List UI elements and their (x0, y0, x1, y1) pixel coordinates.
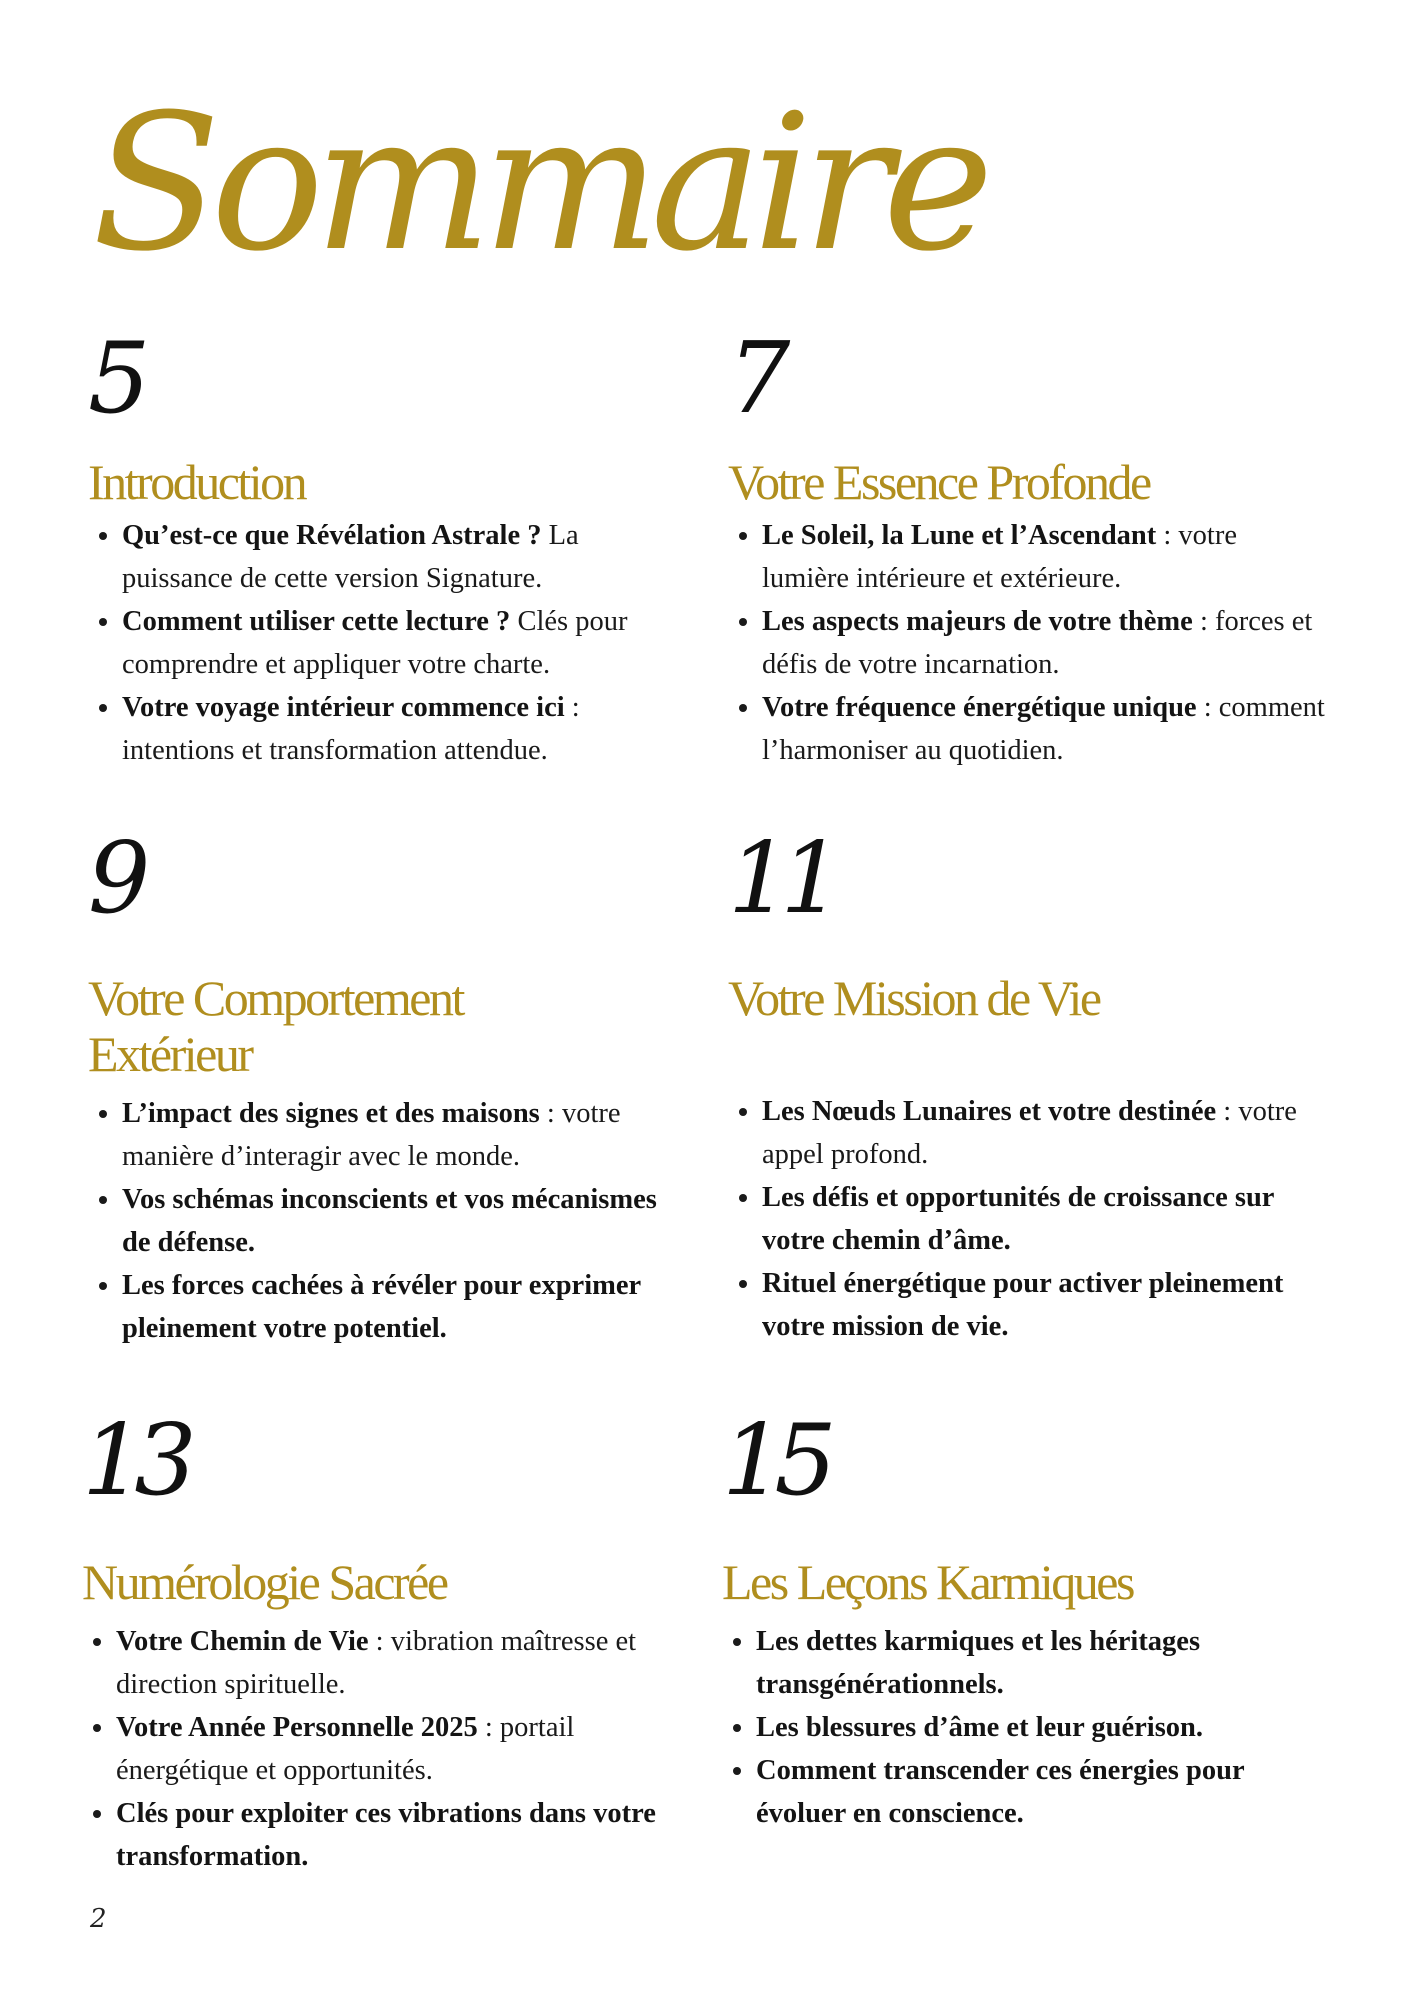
list-item (122, 1178, 678, 1264)
item-bold-text: L’impact des signes et des maisons (122, 1098, 540, 1129)
list-item (122, 1092, 678, 1178)
section-heading: Votre Essence Profonde (728, 454, 1150, 510)
list-item (122, 1264, 678, 1350)
section-item-list (82, 1620, 672, 1878)
item-text: : forces et défis de votre incarnation. (762, 606, 1313, 680)
list-item (762, 600, 1328, 686)
section-heading: Les Leçons Karmiques (722, 1554, 1133, 1610)
item-text: : portail énergétique et opportunités. (116, 1712, 575, 1786)
list-item (122, 600, 678, 686)
item-text: : votre appel profond. (762, 1096, 1297, 1170)
item-bold-text: Votre voyage intérieur commence ici (122, 692, 565, 723)
item-text: La puissance de cette version Signature. (122, 520, 579, 594)
item-bold-text: Votre fréquence énergétique unique (762, 692, 1197, 723)
page-title: Sommaire (92, 74, 984, 293)
item-bold-text: Votre Année Personnelle 2025 (116, 1712, 478, 1743)
item-bold-text: Comment transcender ces énergies pour évoluer en conscience. (756, 1755, 1245, 1829)
list-item (756, 1749, 1322, 1835)
item-bold-text: Clés pour exploiter ces vibrations dans votre transformation. (116, 1798, 656, 1872)
item-text: : vibration maîtresse et direction spirituelle. (116, 1626, 637, 1700)
list-item (762, 1262, 1328, 1348)
section-mission-de-vie (728, 822, 1328, 1348)
section-page-number: 5 (88, 322, 141, 436)
list-item (756, 1620, 1322, 1706)
section-item-list (88, 514, 678, 772)
item-text: : intentions et transformation attendue. (122, 692, 580, 766)
list-item (116, 1620, 672, 1706)
list-item (762, 1176, 1328, 1262)
section-item-list (728, 514, 1328, 772)
section-page-number: 11 (728, 822, 833, 936)
section-item-list (722, 1620, 1322, 1835)
section-heading: Numérologie Sacrée (82, 1554, 447, 1610)
item-bold-text: Les forces cachées à révéler pour exprimer pleinement votre potentiel. (122, 1270, 641, 1344)
item-bold-text: Les blessures d’âme et leur guérison. (756, 1712, 1204, 1743)
list-item (762, 1090, 1328, 1176)
section-heading: Introduction (88, 454, 306, 510)
item-bold-text: Vos schémas inconscients et vos mécanismes de défense. (122, 1184, 657, 1258)
section-essence-profonde (728, 322, 1328, 772)
item-text: : votre lumière intérieure et extérieure. (762, 520, 1237, 594)
list-item (122, 686, 678, 772)
item-bold-text: Les dettes karmiques et les héritages transgénérationnels. (756, 1626, 1201, 1700)
section-heading: Votre Mission de Vie (728, 970, 1100, 1026)
section-item-list (88, 1092, 678, 1350)
section-numerologie-sacree (82, 1404, 672, 1878)
section-lecons-karmiques (722, 1404, 1322, 1835)
item-bold-text: Qu’est-ce que Révélation Astrale ? (122, 520, 542, 551)
list-item (762, 686, 1328, 772)
section-introduction (88, 322, 678, 772)
item-text: Clés pour comprendre et appliquer votre charte. (122, 606, 628, 680)
item-bold-text: Comment utiliser cette lecture ? (122, 606, 511, 637)
section-page-number: 13 (82, 1404, 187, 1518)
section-heading: Votre Comportement Extérieur (88, 970, 463, 1082)
list-item (762, 514, 1328, 600)
page-number: 2 (90, 1904, 107, 1934)
item-bold-text: Votre Chemin de Vie (116, 1626, 369, 1657)
list-item (756, 1706, 1322, 1749)
item-bold-text: Le Soleil, la Lune et l’Ascendant (762, 520, 1157, 551)
section-page-number: 7 (728, 322, 781, 436)
item-text: : comment l’harmoniser au quotidien. (762, 692, 1325, 766)
list-item (122, 514, 678, 600)
item-bold-text: Les Nœuds Lunaires et votre destinée (762, 1096, 1217, 1127)
item-bold-text: Rituel énergétique pour activer pleinement votre mission de vie. (762, 1268, 1284, 1342)
item-bold-text: Les aspects majeurs de votre thème (762, 606, 1193, 637)
section-page-number: 15 (722, 1404, 827, 1518)
list-item (116, 1706, 672, 1792)
list-item (116, 1792, 672, 1878)
item-bold-text: Les défis et opportunités de croissance sur votre chemin d’âme. (762, 1182, 1274, 1256)
section-page-number: 9 (88, 822, 141, 936)
section-comportement-exterieur (88, 822, 678, 1350)
item-text: : votre manière d’interagir avec le monde. (122, 1098, 621, 1172)
section-item-list (728, 1090, 1328, 1348)
